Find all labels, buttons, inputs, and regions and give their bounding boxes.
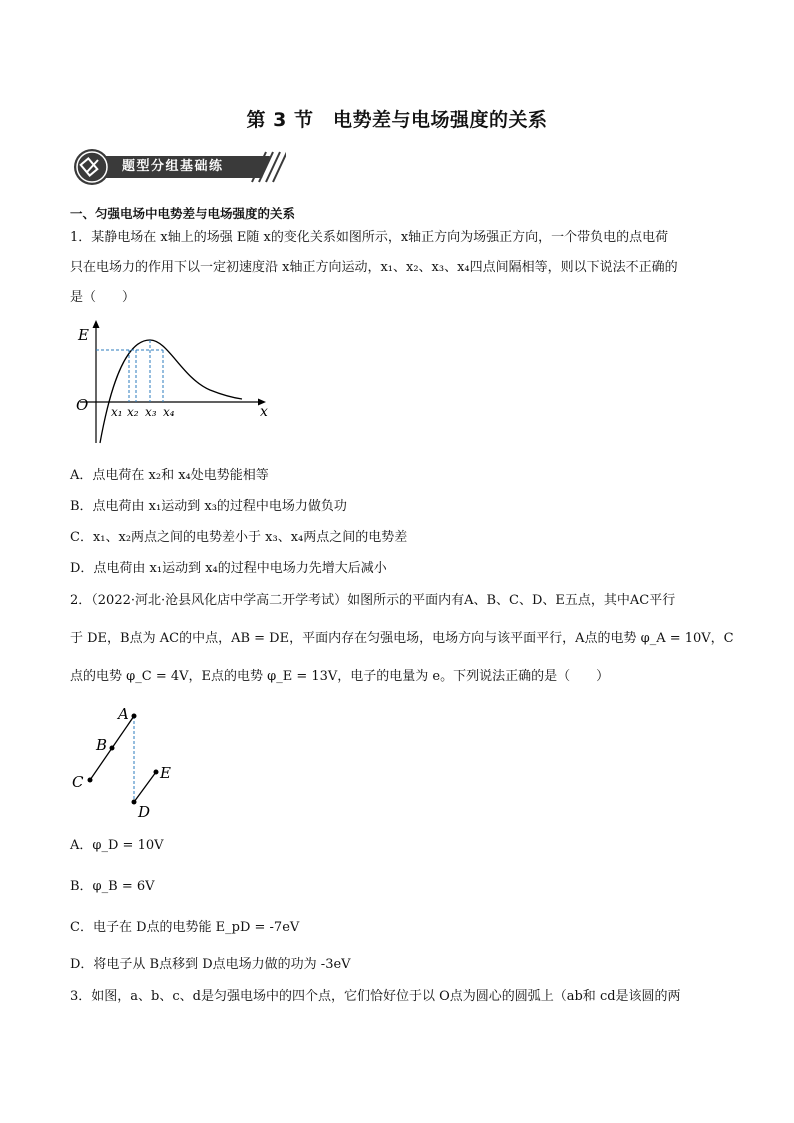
- q1-line-2: 只在电场力的作用下以一定初速度沿 x轴正方向运动，x₁、x₂、x₃、x₄四点间隔相等，则以下说法不正确的: [70, 260, 678, 275]
- q2-points-figure: [66, 700, 186, 825]
- q1-option-a: A．点电荷在 x₂和 x₄处电势能相等: [70, 468, 269, 483]
- q2-option-a: A．φ_D = 10V: [70, 838, 164, 853]
- page-title: 第 3 节 电势差与电场强度的关系: [246, 109, 548, 131]
- section-heading: 一、匀强电场中电势差与电场强度的关系: [70, 206, 296, 221]
- point-b: [110, 746, 115, 751]
- point-a: [132, 714, 137, 719]
- tick-x1: x₁: [111, 405, 123, 419]
- y-axis-label: E: [78, 326, 89, 344]
- label-d: D: [138, 803, 151, 821]
- q1-field-graph: [70, 318, 280, 448]
- q1-line-1: 1．某静电场在 x轴上的场强 E随 x的变化关系如图所示，x轴正方向为场强正方向，一个带负电的点电荷: [70, 230, 669, 245]
- q1-option-c: C．x₁、x₂两点之间的电势差小于 x₃、x₄两点之间的电势差: [70, 530, 408, 545]
- point-c: [88, 778, 93, 783]
- q3-line-1: 3．如图，a、b、c、d是匀强电场中的四个点，它们恰好位于以 O点为圆心的圆弧上（ab和 cd是该圆的两: [70, 989, 681, 1004]
- label-c: C: [72, 773, 84, 791]
- q1-option-b: B．点电荷由 x₁运动到 x₃的过程中电场力做负功: [70, 499, 347, 514]
- q2-option-c: C．电子在 D点的电势能 E_pD = -7eV: [70, 920, 300, 935]
- q1-option-d: D．点电荷由 x₁运动到 x₄的过程中电场力先增大后减小: [70, 561, 387, 576]
- q1-line-3: 是（ ）: [70, 290, 136, 305]
- segment-de: [134, 772, 156, 802]
- q2-option-b: B．φ_B = 6V: [70, 879, 155, 894]
- label-e: E: [160, 764, 171, 782]
- q2-line-2: 于 DE，B点为 AC的中点，AB = DE，平面内存在匀强电场，电场方向与该平面平行，A点的电势 φ_A = 10V，C: [70, 631, 734, 646]
- q2-line-1: 2．（2022·河北·沧县风化店中学高二开学考试）如图所示的平面内有A、B、C、D、E五点，其中AC平行: [70, 593, 676, 608]
- tick-x3: x₃: [145, 405, 157, 419]
- label-a: A: [118, 705, 129, 723]
- tick-x4: x₄: [163, 405, 175, 419]
- tick-x2: x₂: [127, 405, 139, 419]
- point-e: [154, 770, 159, 775]
- y-axis-arrow: [93, 320, 100, 328]
- section-banner: [70, 148, 286, 186]
- origin-label: O: [76, 396, 89, 414]
- field-curve: [100, 340, 242, 443]
- x-axis-label: x: [260, 404, 268, 420]
- q2-line-3: 点的电势 φ_C = 4V，E点的电势 φ_E = 13V，电子的电量为 e。下列说法正确的是（ ）: [70, 669, 610, 684]
- label-b: B: [96, 736, 108, 754]
- q2-option-d: D．将电子从 B点移到 D点电场力做的功为 -3eV: [70, 957, 351, 972]
- point-d: [132, 800, 137, 805]
- banner-label: 题型分组基础练: [122, 159, 224, 174]
